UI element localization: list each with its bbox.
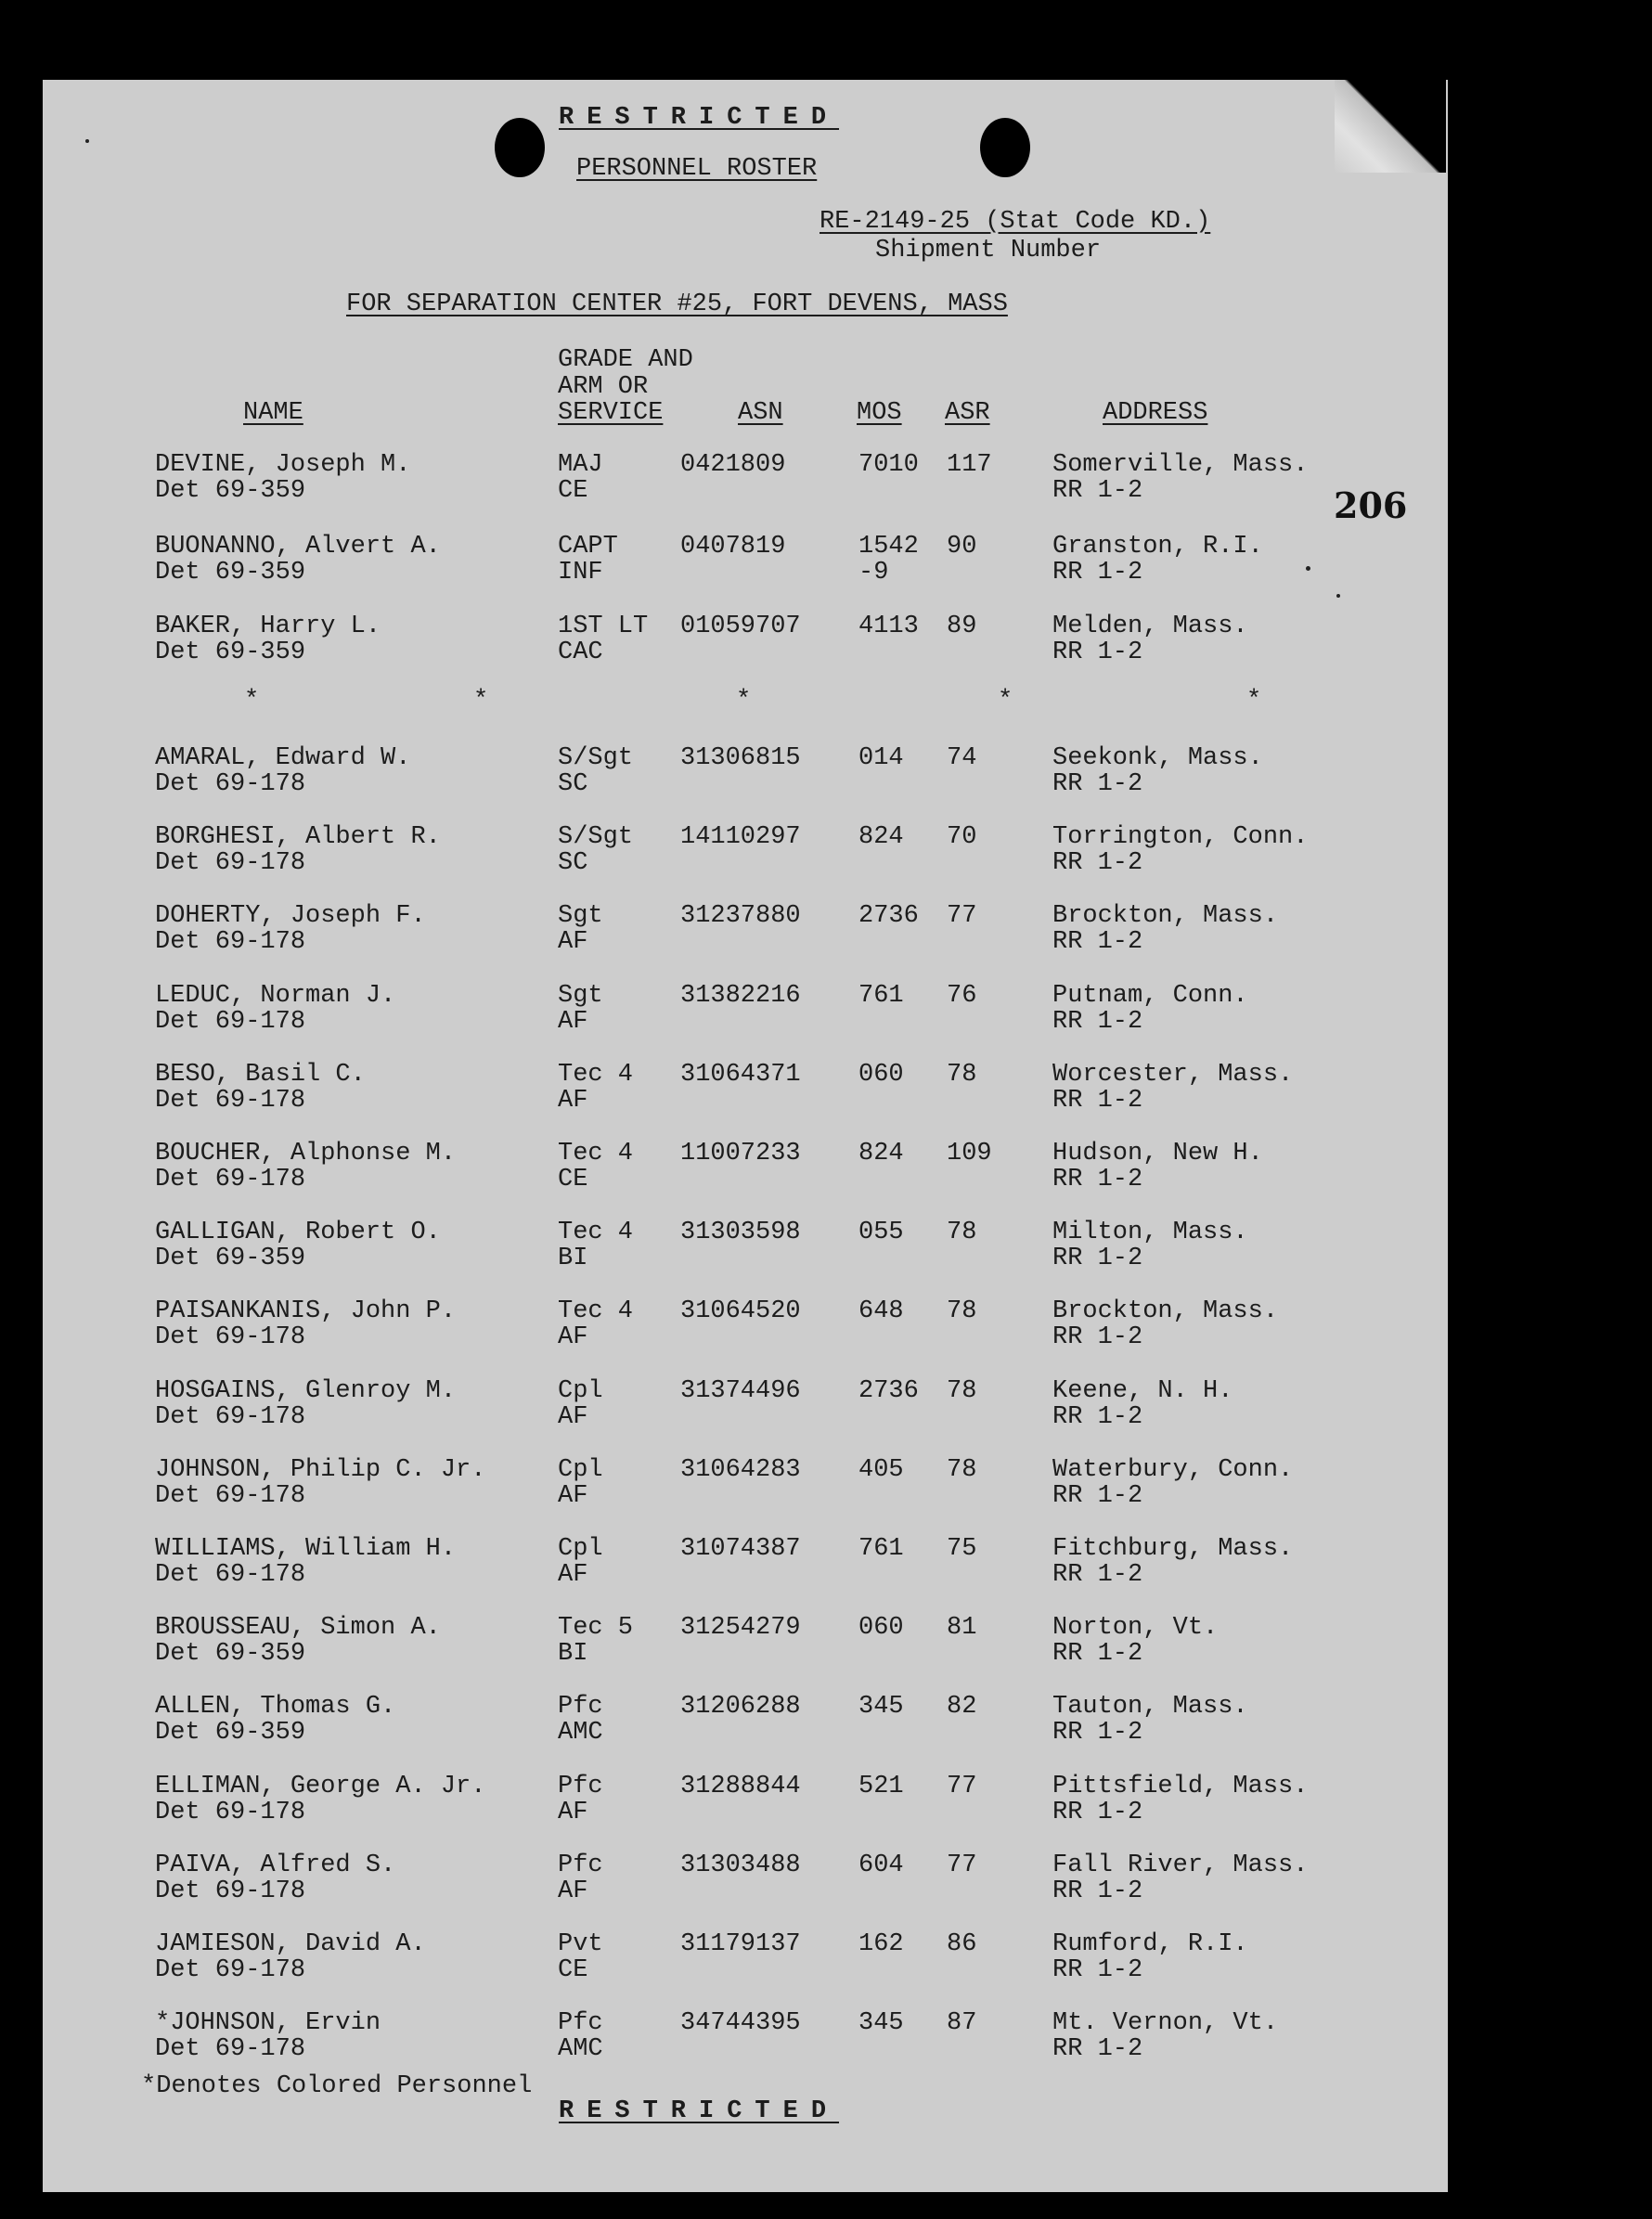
cell-mos: 824: [858, 1140, 904, 1168]
cell-asn: 14110297: [680, 823, 801, 851]
cell-address: Brockton, Mass.: [1052, 902, 1279, 930]
cell-address: Norton, Vt.: [1052, 1614, 1219, 1642]
cell-rr: RR 1-2: [1052, 1008, 1143, 1036]
page-stamp-number: 206: [1334, 484, 1408, 526]
separator-star: *: [244, 687, 260, 715]
cell-rr: RR 1-2: [1052, 477, 1143, 505]
separator-star: *: [473, 687, 489, 715]
cell-asn: 31237880: [680, 902, 801, 930]
cell-grade: Pfc: [558, 1693, 603, 1721]
cell-det: Det 69-359: [155, 559, 306, 587]
cell-address: Milton, Mass.: [1052, 1219, 1248, 1246]
cell-rr: RR 1-2: [1052, 849, 1143, 877]
cell-address: Worcester, Mass.: [1052, 1061, 1294, 1089]
cell-asn: 31303488: [680, 1851, 801, 1879]
cell-name: BROUSSEAU, Simon A.: [155, 1614, 441, 1642]
cell-arm: AF: [558, 1482, 588, 1510]
cell-arm: AF: [558, 1323, 588, 1351]
cell-address: Brockton, Mass.: [1052, 1297, 1279, 1325]
cell-grade: S/Sgt: [558, 823, 634, 851]
cell-det: Det 69-178: [155, 770, 306, 798]
cell-name: ALLEN, Thomas G.: [155, 1693, 396, 1721]
cell-address: Seekonk, Mass.: [1052, 744, 1263, 772]
cell-mos: 761: [858, 982, 904, 1010]
cell-name: BUONANNO, Alvert A.: [155, 533, 441, 561]
cell-address: Melden, Mass.: [1052, 613, 1248, 640]
cell-arm: SC: [558, 849, 588, 877]
cell-det: Det 69-178: [155, 1166, 306, 1193]
cell-mos: 7010: [858, 451, 919, 479]
col-asr: ASR: [945, 399, 990, 427]
cell-grade: Sgt: [558, 982, 603, 1010]
cell-asr: 78: [947, 1219, 977, 1246]
cell-name: PAIVA, Alfred S.: [155, 1851, 396, 1879]
shipment-code: RE-2149-25 (Stat Code KD.): [820, 208, 1211, 236]
cell-asn: 0421809: [680, 451, 786, 479]
cell-det: Det 69-178: [155, 1956, 306, 1984]
cell-det: Det 69-359: [155, 1640, 306, 1668]
cell-mos: 1542: [858, 533, 919, 561]
col-asn: ASN: [738, 399, 783, 427]
cell-det: Det 69-178: [155, 1403, 306, 1431]
cell-grade: Tec 4: [558, 1061, 634, 1089]
cell-name: *JOHNSON, Ervin: [155, 2009, 381, 2037]
cell-address: Keene, N. H.: [1052, 1377, 1233, 1405]
col-mos: MOS: [857, 399, 902, 427]
cell-grade: Tec 4: [558, 1219, 634, 1246]
cell-mos: 521: [858, 1773, 904, 1800]
cell-arm: AF: [558, 1403, 588, 1431]
cell-asr: 90: [947, 533, 977, 561]
cell-rr: RR 1-2: [1052, 928, 1143, 956]
cell-rr: RR 1-2: [1052, 1877, 1143, 1905]
cell-address: Pittsfield, Mass.: [1052, 1773, 1309, 1800]
cell-mos: 604: [858, 1851, 904, 1879]
punch-hole-left: [495, 118, 545, 177]
cell-grade: Sgt: [558, 902, 603, 930]
cell-mos: 2736: [858, 1377, 919, 1405]
cell-mos: 345: [858, 1693, 904, 1721]
cell-address: Putnam, Conn.: [1052, 982, 1248, 1010]
cell-grade: Pfc: [558, 1773, 603, 1800]
cell-arm: BI: [558, 1245, 588, 1272]
cell-det: Det 69-178: [155, 1323, 306, 1351]
cell-arm: INF: [558, 559, 603, 587]
cell-name: JAMIESON, David A.: [155, 1930, 426, 1958]
cell-name: PAISANKANIS, John P.: [155, 1297, 457, 1325]
cell-name: GALLIGAN, Robert O.: [155, 1219, 441, 1246]
cell-asr: 87: [947, 2009, 977, 2037]
col-name: NAME: [243, 399, 303, 427]
cell-rr: RR 1-2: [1052, 1640, 1143, 1668]
cell-arm: CE: [558, 477, 588, 505]
cell-asn: 31179137: [680, 1930, 801, 1958]
cell-asn: 31064520: [680, 1297, 801, 1325]
cell-rr: RR 1-2: [1052, 2035, 1143, 2063]
cell-grade: Tec 4: [558, 1140, 634, 1168]
cell-address: Waterbury, Conn.: [1052, 1456, 1294, 1484]
cell-det: Det 69-359: [155, 477, 306, 505]
cell-asr: 78: [947, 1456, 977, 1484]
cell-asr: 77: [947, 1773, 977, 1800]
destination-line: FOR SEPARATION CENTER #25, FORT DEVENS, MASS: [346, 290, 1008, 318]
cell-asr: 117: [947, 451, 992, 479]
cell-arm: AF: [558, 1561, 588, 1589]
cell-arm: AF: [558, 928, 588, 956]
cell-grade: MAJ: [558, 451, 603, 479]
cell-asr: 89: [947, 613, 977, 640]
cell-arm: SC: [558, 770, 588, 798]
cell-rr: RR 1-2: [1052, 1166, 1143, 1193]
cell-rr: RR 1-2: [1052, 559, 1143, 587]
cell-mos: 060: [858, 1614, 904, 1642]
cell-asr: 109: [947, 1140, 992, 1168]
cell-det: Det 69-178: [155, 1877, 306, 1905]
ink-speck: [85, 139, 89, 143]
cell-grade: CAPT: [558, 533, 618, 561]
cell-grade: Pfc: [558, 1851, 603, 1879]
cell-name: LEDUC, Norman J.: [155, 982, 396, 1010]
cell-rr: RR 1-2: [1052, 1799, 1143, 1826]
cell-grade: S/Sgt: [558, 744, 634, 772]
classification-footer: RESTRICTED: [559, 2097, 840, 2125]
cell-grade: Pvt: [558, 1930, 603, 1958]
cell-arm: CAC: [558, 639, 603, 666]
cell-asn: 31064371: [680, 1061, 801, 1089]
cell-asr: 70: [947, 823, 977, 851]
cell-rr: RR 1-2: [1052, 1087, 1143, 1115]
cell-asr: 77: [947, 1851, 977, 1879]
cell-address: Granston, R.I.: [1052, 533, 1263, 561]
cell-rr: RR 1-2: [1052, 1956, 1143, 1984]
cell-asr: 78: [947, 1377, 977, 1405]
cell-asn: 31074387: [680, 1535, 801, 1563]
shipment-label: Shipment Number: [875, 237, 1102, 264]
cell-rr: RR 1-2: [1052, 1719, 1143, 1747]
cell-address: Somerville, Mass.: [1052, 451, 1309, 479]
cell-asn: 31306815: [680, 744, 801, 772]
cell-asr: 75: [947, 1535, 977, 1563]
cell-asr: 86: [947, 1930, 977, 1958]
cell-asn: 31374496: [680, 1377, 801, 1405]
col-grade-line1: GRADE AND: [558, 346, 693, 374]
cell-mos: 055: [858, 1219, 904, 1246]
folded-corner: [1335, 80, 1446, 173]
col-grade-line3: SERVICE: [558, 399, 664, 427]
cell-address: Fall River, Mass.: [1052, 1851, 1309, 1879]
cell-det: Det 69-359: [155, 639, 306, 666]
cell-rr: RR 1-2: [1052, 1403, 1143, 1431]
cell-name: BAKER, Harry L.: [155, 613, 381, 640]
cell-address: Torrington, Conn.: [1052, 823, 1309, 851]
cell-asr: 78: [947, 1297, 977, 1325]
cell-det: Det 69-178: [155, 1561, 306, 1589]
cell-asn: 31064283: [680, 1456, 801, 1484]
cell-grade: Cpl: [558, 1456, 603, 1484]
cell-arm: AMC: [558, 2035, 603, 2063]
punch-hole-right: [980, 118, 1030, 177]
cell-name: DEVINE, Joseph M.: [155, 451, 411, 479]
cell-det: Det 69-178: [155, 1008, 306, 1036]
cell-name: ELLIMAN, George A. Jr.: [155, 1773, 486, 1800]
cell-asr: 77: [947, 902, 977, 930]
cell-det: Det 69-178: [155, 2035, 306, 2063]
cell-arm: CE: [558, 1956, 588, 1984]
cell-grade: Tec 5: [558, 1614, 634, 1642]
cell-rr: RR 1-2: [1052, 1482, 1143, 1510]
cell-det: Det 69-359: [155, 1719, 306, 1747]
cell-arm: AF: [558, 1799, 588, 1826]
cell-grade: Cpl: [558, 1535, 603, 1563]
cell-name: BESO, Basil C.: [155, 1061, 366, 1089]
cell-name: BOUCHER, Alphonse M.: [155, 1140, 457, 1168]
cell-arm: AF: [558, 1877, 588, 1905]
cell-rr: RR 1-2: [1052, 1561, 1143, 1589]
cell-mos: 761: [858, 1535, 904, 1563]
cell-mos: 060: [858, 1061, 904, 1089]
cell-asn: 31303598: [680, 1219, 801, 1246]
cell-asn: 31206288: [680, 1693, 801, 1721]
cell-name: BORGHESI, Albert R.: [155, 823, 441, 851]
cell-asr: 82: [947, 1693, 977, 1721]
cell-rr: RR 1-2: [1052, 770, 1143, 798]
cell-asr: 74: [947, 744, 977, 772]
cell-mos: 345: [858, 2009, 904, 2037]
footnote: *Denotes Colored Personnel: [141, 2072, 533, 2100]
cell-det: Det 69-359: [155, 1245, 306, 1272]
cell-address: Hudson, New H.: [1052, 1140, 1263, 1168]
cell-mos: 824: [858, 823, 904, 851]
cell-name: DOHERTY, Joseph F.: [155, 902, 426, 930]
separator-star: *: [1246, 687, 1262, 715]
cell-asn: 31254279: [680, 1614, 801, 1642]
cell-arm: AF: [558, 1008, 588, 1036]
cell-asn: 31288844: [680, 1773, 801, 1800]
cell-address: Rumford, R.I.: [1052, 1930, 1248, 1958]
col-grade-line2: ARM OR: [558, 373, 649, 401]
cell-grade: 1ST LT: [558, 613, 649, 640]
cell-arm: BI: [558, 1640, 588, 1668]
ink-speck: [1336, 594, 1340, 598]
cell-asr: 76: [947, 982, 977, 1010]
cell-mos2: -9: [858, 559, 889, 587]
separator-star: *: [736, 687, 752, 715]
cell-address: Tauton, Mass.: [1052, 1693, 1248, 1721]
cell-asn: 0407819: [680, 533, 786, 561]
cell-asn: 01059707: [680, 613, 801, 640]
cell-mos: 2736: [858, 902, 919, 930]
cell-arm: CE: [558, 1166, 588, 1193]
classification-header: RESTRICTED: [559, 104, 840, 132]
col-address: ADDRESS: [1103, 399, 1208, 427]
cell-asn: 11007233: [680, 1140, 801, 1168]
cell-mos: 4113: [858, 613, 919, 640]
cell-mos: 162: [858, 1930, 904, 1958]
cell-asn: 31382216: [680, 982, 801, 1010]
cell-asr: 78: [947, 1061, 977, 1089]
ink-speck: [1306, 566, 1310, 571]
cell-rr: RR 1-2: [1052, 1323, 1143, 1351]
cell-asn: 34744395: [680, 2009, 801, 2037]
cell-det: Det 69-178: [155, 928, 306, 956]
cell-grade: Pfc: [558, 2009, 603, 2037]
cell-mos: 648: [858, 1297, 904, 1325]
cell-arm: AF: [558, 1087, 588, 1115]
cell-arm: AMC: [558, 1719, 603, 1747]
cell-rr: RR 1-2: [1052, 1245, 1143, 1272]
cell-name: HOSGAINS, Glenroy M.: [155, 1377, 457, 1405]
cell-det: Det 69-178: [155, 849, 306, 877]
cell-address: Mt. Vernon, Vt.: [1052, 2009, 1279, 2037]
cell-grade: Cpl: [558, 1377, 603, 1405]
separator-star: *: [998, 687, 1013, 715]
cell-det: Det 69-178: [155, 1087, 306, 1115]
cell-mos: 014: [858, 744, 904, 772]
cell-name: WILLIAMS, William H.: [155, 1535, 457, 1563]
cell-det: Det 69-178: [155, 1799, 306, 1826]
cell-asr: 81: [947, 1614, 977, 1642]
roster-title: PERSONNEL ROSTER: [576, 155, 818, 183]
cell-name: JOHNSON, Philip C. Jr.: [155, 1456, 486, 1484]
cell-det: Det 69-178: [155, 1482, 306, 1510]
cell-name: AMARAL, Edward W.: [155, 744, 411, 772]
cell-mos: 405: [858, 1456, 904, 1484]
cell-address: Fitchburg, Mass.: [1052, 1535, 1294, 1563]
cell-rr: RR 1-2: [1052, 639, 1143, 666]
cell-grade: Tec 4: [558, 1297, 634, 1325]
